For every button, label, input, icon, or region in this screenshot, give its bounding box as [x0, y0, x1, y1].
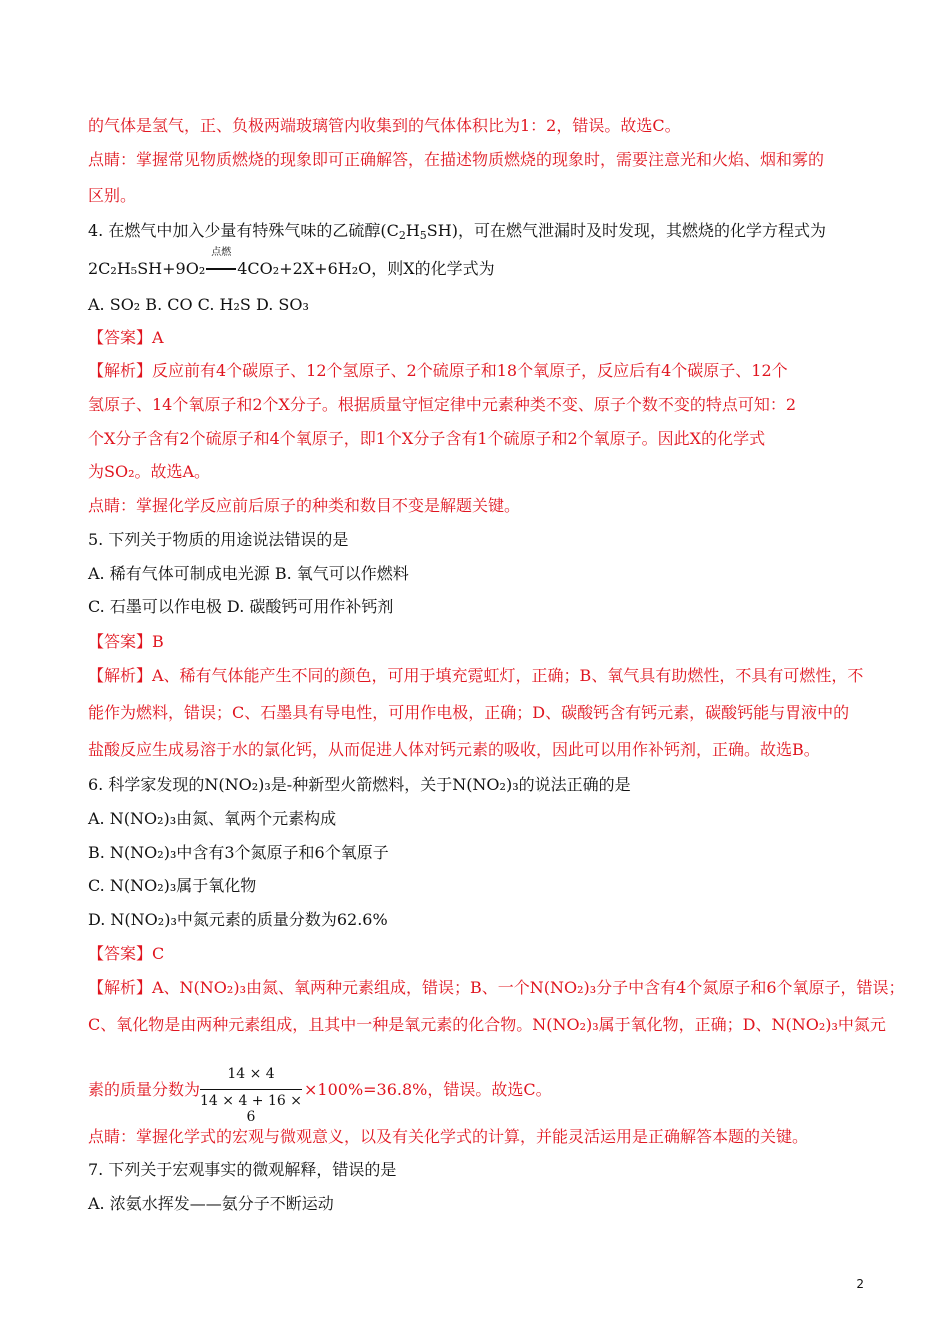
- question-4: [88, 221, 826, 241]
- q6-option-d: D. N(NO₂)₃中氮元素的质量分数为62.6%: [88, 910, 388, 929]
- q6-explanation: 【解析】A、N(NO₂)₃由氮、氧两种元素组成，错误；B、一个N(NO₂)₃分子中含有4个氮原子和6个氧原子，错误；: [88, 978, 905, 997]
- q7-option-a: A. 浓氨水挥发——氨分子不断运动: [88, 1194, 334, 1213]
- q5-answer: 【答案】B: [88, 632, 164, 651]
- q4-text-c: SH)，可在燃气泄漏时及时发现，其燃烧的化学方程式为: [426, 221, 826, 240]
- q6-option-c: C. N(NO₂)₃属于氧化物: [88, 876, 257, 895]
- fraction-numerator: 14 × 4: [227, 1066, 275, 1082]
- tip-line: 区别。: [88, 186, 137, 205]
- q4-explanation: 【解析】反应前有4个碳原子、12个氢原子、2个硫原子和18个氧原子，反应后有4个碳原子、12个: [88, 361, 788, 380]
- chemical-equation: [88, 247, 495, 279]
- page-number: 2: [856, 1277, 864, 1291]
- question-7: 7. 下列关于宏观事实的微观解释，错误的是: [88, 1160, 397, 1179]
- reaction-condition: [205, 247, 237, 279]
- equation-lhs: 2C₂H₅SH+9O₂: [88, 259, 206, 278]
- subscript: 5: [419, 229, 427, 242]
- subscript: 2: [398, 229, 406, 242]
- question-5: 5. 下列关于物质的用途说法错误的是: [88, 530, 349, 549]
- text-line: 的气体是氢气，正、负极两端玻璃管内收集到的气体体积比为1：2，错误。故选C。: [88, 116, 681, 135]
- q4-answer: 【答案】A: [88, 328, 164, 347]
- fraction-bar: [200, 1089, 302, 1090]
- condition-label: 点燃: [211, 247, 232, 258]
- q4-explanation: 个X分子含有2个硫原子和4个氧原子，即1个X分子含有1个硫原子和2个氧原子。因此X的化学式: [88, 429, 766, 448]
- q6-answer: 【答案】C: [88, 944, 165, 963]
- q5-options-ab: A. 稀有气体可制成电光源 B. 氧气可以作燃料: [88, 564, 409, 583]
- q5-explanation: 【解析】A、稀有气体能产生不同的颜色，可用于填充霓虹灯，正确；B、氧气具有助燃性，不具有可燃性，不: [88, 666, 864, 685]
- q6-option-a: A. N(NO₂)₃由氮、氧两个元素构成: [88, 809, 337, 828]
- q4-text-b: H: [405, 221, 420, 240]
- question-6: 6. 科学家发现的N(NO₂)₃是-种新型火箭燃料，关于N(NO₂)₃的说法正确的是: [88, 775, 631, 794]
- q4-options: A. SO₂ B. CO C. H₂S D. SO₃: [88, 295, 309, 314]
- tip-line: 点睛：掌握常见物质燃烧的现象即可正确解答，在描述物质燃烧的现象时，需要注意光和火焰、烟和雾的: [88, 150, 825, 169]
- q5-explanation: 能作为燃料，错误；C、石墨具有导电性，可用作电极，正确；D、碳酸钙含有钙元素，碳酸钙能与胃液中的: [88, 703, 850, 722]
- q6-explanation: C、氧化物是由两种元素组成，且其中一种是氧元素的化合物。N(NO₂)₃属于氧化物，正确；D、N(NO₂)₃中氮元: [88, 1015, 886, 1034]
- q4-text-a: 4. 在燃气中加入少量有特殊气味的乙硫醇(C: [88, 221, 399, 240]
- q5-options-cd: C. 石墨可以作电极 D. 碳酸钙可用作补钙剂: [88, 597, 394, 616]
- q6-option-b: B. N(NO₂)₃中含有3个氮原子和6个氧原子: [88, 843, 389, 862]
- q4-explanation: 为SO₂。故选A。: [88, 462, 211, 481]
- fraction-denominator: 14 × 4 + 16 × 6: [200, 1093, 302, 1125]
- equation-rhs: 4CO₂+2X+6H₂O，则X的化学式为: [237, 259, 495, 278]
- q6-explanation-prefix: 素的质量分数为: [88, 1080, 201, 1099]
- q4-explanation: 氢原子、14个氧原子和2个X分子。根据质量守恒定律中元素种类不变、原子个数不变的特点可知：2: [88, 395, 797, 414]
- q4-tip: 点睛：掌握化学反应前后原子的种类和数目不变是解题关键。: [88, 496, 521, 515]
- q6-tip: 点睛：掌握化学式的宏观与微观意义，以及有关化学式的计算，并能灵活运用是正确解答本题的关键。: [88, 1127, 809, 1146]
- q5-explanation: 盐酸反应生成易溶于水的氯化钙，从而促进人体对钙元素的吸收，因此可以用作补钙剂，正确。故选B。: [88, 740, 820, 759]
- q6-explanation-suffix: ×100%=36.8%，错误。故选C。: [304, 1080, 552, 1099]
- equals-arrow-icon: [206, 268, 236, 270]
